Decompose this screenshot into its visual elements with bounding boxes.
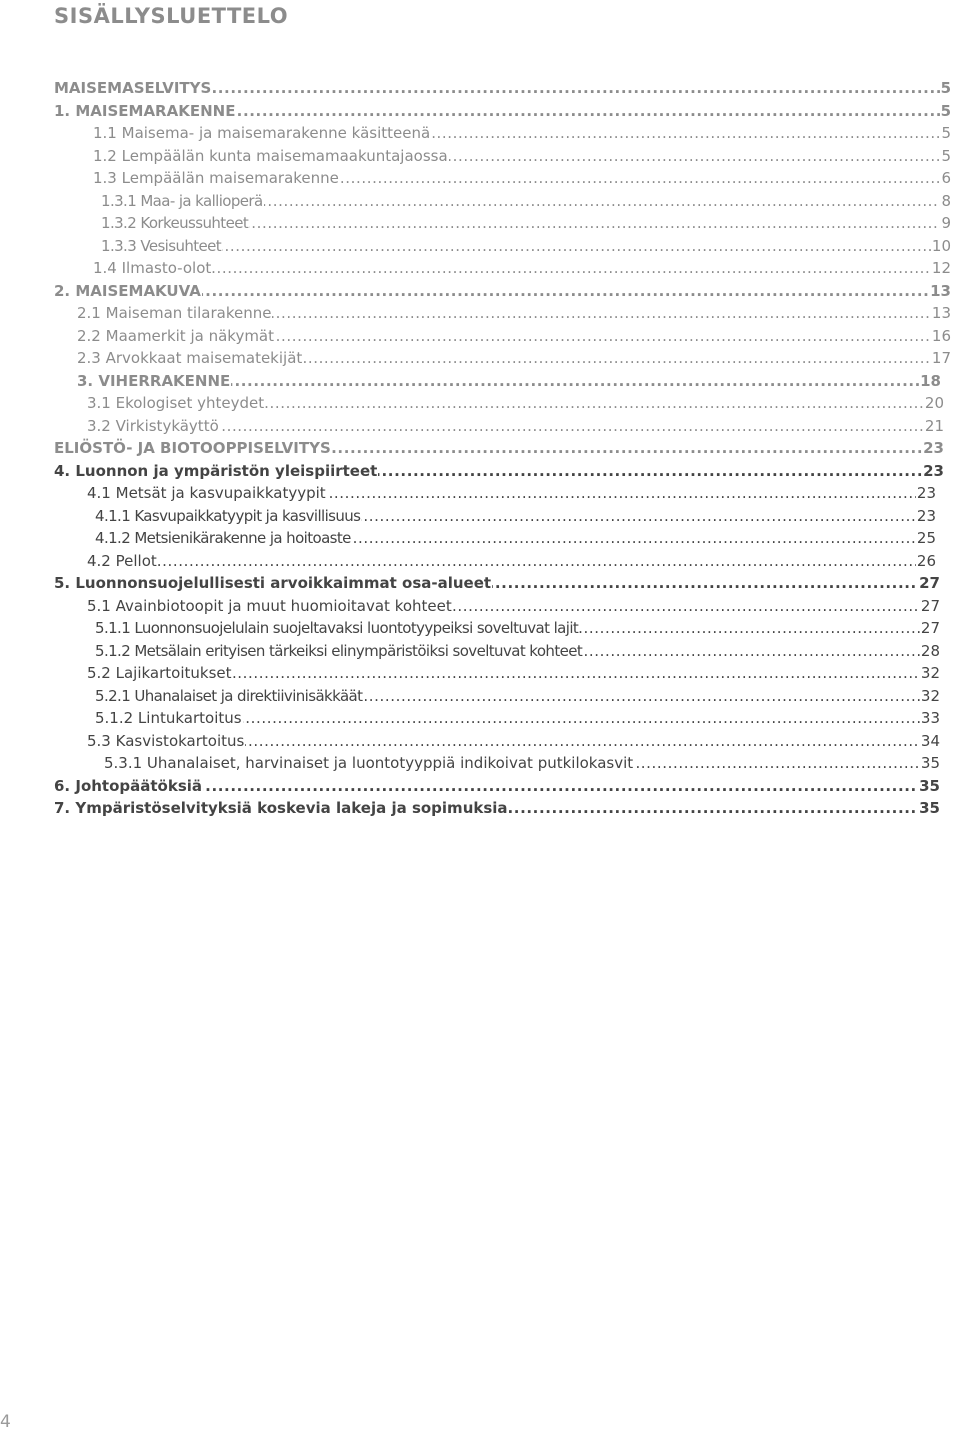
toc-entry-label: 4.2 Pellot [87, 550, 158, 573]
toc-entry-label: 1.4 Ilmasto-olot [93, 257, 212, 280]
page-title: SISÄLLYSLUETTELO [54, 4, 289, 28]
toc-entry-page-number: 13 [931, 302, 951, 325]
toc-entry[interactable] [0, 257, 960, 280]
toc-entry-label: 1.3.2 Korkeussuhteet [101, 212, 249, 235]
toc-entry[interactable] [0, 797, 960, 820]
toc-entry-page-number: 23 [916, 482, 936, 505]
toc-entry-page-number: 18 [919, 370, 941, 393]
toc-entry-label: 3.1 Ekologiset yhteydet [87, 392, 265, 415]
toc-entry-label: 1. MAISEMARAKENNE [54, 100, 236, 123]
toc-entry-label: 2.1 Maiseman tilarakenne [77, 302, 272, 325]
toc-entry-label: 5.2.1 Uhanalaiset ja direktiivinisäkkäät [95, 685, 363, 708]
toc-entry[interactable] [0, 77, 960, 100]
toc-entry[interactable] [0, 235, 960, 258]
toc-entry-page-number: 5 [940, 122, 951, 145]
toc-entry-page-number: 25 [916, 527, 936, 550]
toc-entry-page-number: 21 [924, 415, 944, 438]
toc-entry[interactable] [0, 415, 960, 438]
toc-entry-page-number: 20 [924, 392, 944, 415]
toc-entry-page-number: 13 [929, 280, 951, 303]
toc-entry-page-number: 35 [920, 752, 940, 775]
toc-entry-label: 2.3 Arvokkaat maisematekijät [77, 347, 303, 370]
toc-entry[interactable] [0, 347, 960, 370]
toc-dot-leader [93, 257, 951, 280]
toc-entry-page-number: 27 [920, 595, 940, 618]
toc-entry-page-number: 35 [918, 797, 940, 820]
toc-entry-page-number: 5 [940, 100, 951, 123]
toc-entry-page-number: 10 [931, 235, 951, 258]
toc-entry-label: 4.1.2 Metsienikärakenne ja hoitoaste [95, 527, 352, 550]
toc-entry-label: 5. Luonnonsuojelullisesti arvoikkaimmat osa-alueet [54, 572, 492, 595]
toc-entry[interactable] [0, 640, 960, 663]
toc-entry-label: 5.3.1 Uhanalaiset, harvinaiset ja luontotyyppiä indikoivat putkilokasvit [104, 752, 634, 775]
toc-entry-page-number: 27 [920, 617, 940, 640]
toc-entry-page-number: 32 [920, 662, 940, 685]
toc-entry-label: 3. VIHERRAKENNE [77, 370, 231, 393]
toc-entry[interactable] [0, 392, 960, 415]
toc-entry[interactable] [0, 505, 960, 528]
toc-entry-page-number: 35 [918, 775, 940, 798]
toc-entry-label: 5.1.1 Luonnonsuojelulain suojeltavaksi luontotyypeiksi soveltuvat lajit [95, 617, 579, 640]
toc-entry[interactable] [0, 775, 960, 798]
toc-entry[interactable] [0, 302, 960, 325]
toc-entry[interactable] [0, 482, 960, 505]
toc-entry[interactable] [0, 752, 960, 775]
toc-entry-page-number: 5 [940, 145, 951, 168]
toc-entry[interactable] [0, 572, 960, 595]
toc-entry-label: 1.1 Maisema- ja maisemarakenne käsitteenä [93, 122, 431, 145]
toc-entry-label: 7. Ympäristöselvityksiä koskevia lakeja ja sopimuksia [54, 797, 509, 820]
toc-dot-leader [101, 235, 951, 258]
toc-entry-page-number: 34 [920, 730, 940, 753]
toc-entry[interactable] [0, 167, 960, 190]
table-of-contents [0, 77, 960, 820]
toc-entry[interactable] [0, 685, 960, 708]
toc-entry[interactable] [0, 730, 960, 753]
toc-entry-label: ELIÖSTÖ- JA BIOTOOPPISELVITYS [54, 437, 332, 460]
toc-entry-page-number: 17 [931, 347, 951, 370]
toc-entry[interactable] [0, 550, 960, 573]
toc-entry[interactable] [0, 122, 960, 145]
toc-entry-label: 5.2 Lajikartoitukset [87, 662, 233, 685]
toc-entry-page-number: 9 [940, 212, 951, 235]
toc-entry[interactable] [0, 100, 960, 123]
toc-entry-label: 4. Luonnon ja ympäristön yleispiirteet [54, 460, 378, 483]
toc-entry[interactable] [0, 370, 960, 393]
page-number: 4 [0, 1412, 11, 1432]
toc-entry-label: 5.1 Avainbiotoopit ja muut huomioitavat kohteet [87, 595, 453, 618]
toc-entry-page-number: 8 [940, 190, 951, 213]
toc-entry-label: 4.1.1 Kasvupaikkatyypit ja kasvillisuus [95, 505, 361, 528]
toc-entry[interactable] [0, 190, 960, 213]
toc-entry-label: 5.1.2 Metsälain erityisen tärkeiksi elinympäristöiksi soveltuvat kohteet [95, 640, 583, 663]
toc-entry-page-number: 23 [922, 460, 944, 483]
toc-entry-page-number: 6 [940, 167, 951, 190]
toc-entry-label: 2. MAISEMAKUVA [54, 280, 202, 303]
toc-entry-page-number: 23 [916, 505, 936, 528]
toc-entry[interactable] [0, 460, 960, 483]
toc-entry[interactable] [0, 527, 960, 550]
toc-entry-page-number: 26 [916, 550, 936, 573]
toc-entry[interactable] [0, 145, 960, 168]
toc-entry-label: 1.3.3 Vesisuhteet [101, 235, 222, 258]
toc-entry-label: 1.2 Lempäälän kunta maisemamaakuntajaossa [93, 145, 449, 168]
toc-entry[interactable] [0, 617, 960, 640]
toc-entry[interactable] [0, 280, 960, 303]
toc-entry[interactable] [0, 325, 960, 348]
toc-entry[interactable] [0, 595, 960, 618]
toc-entry-label: 1.3.1 Maa- ja kallioperä [101, 190, 264, 213]
toc-entry-label: 3.2 Virkistykäyttö [87, 415, 220, 438]
toc-entry-page-number: 27 [918, 572, 940, 595]
toc-entry-label: 4.1 Metsät ja kasvupaikkatyypit [87, 482, 327, 505]
toc-entry-page-number: 32 [920, 685, 940, 708]
toc-entry-page-number: 5 [940, 77, 951, 100]
toc-entry-page-number: 33 [920, 707, 940, 730]
toc-entry-page-number: 16 [931, 325, 951, 348]
toc-entry[interactable] [0, 662, 960, 685]
toc-entry[interactable] [0, 212, 960, 235]
toc-entry-page-number: 23 [922, 437, 944, 460]
toc-entry-label: 5.1.2 Lintukartoitus [95, 707, 243, 730]
toc-entry-label: 2.2 Maamerkit ja näkymät [77, 325, 275, 348]
toc-entry-label: 6. Johtopäätöksiä [54, 775, 203, 798]
toc-entry-page-number: 28 [920, 640, 940, 663]
toc-dot-leader [87, 550, 936, 573]
toc-entry[interactable] [0, 707, 960, 730]
toc-entry-page-number: 12 [931, 257, 951, 280]
toc-entry-label: 5.3 Kasvistokartoitus [87, 730, 245, 753]
toc-entry[interactable] [0, 437, 960, 460]
toc-entry-label: MAISEMASELVITYS [54, 77, 212, 100]
toc-entry-label: 1.3 Lempäälän maisemarakenne [93, 167, 340, 190]
